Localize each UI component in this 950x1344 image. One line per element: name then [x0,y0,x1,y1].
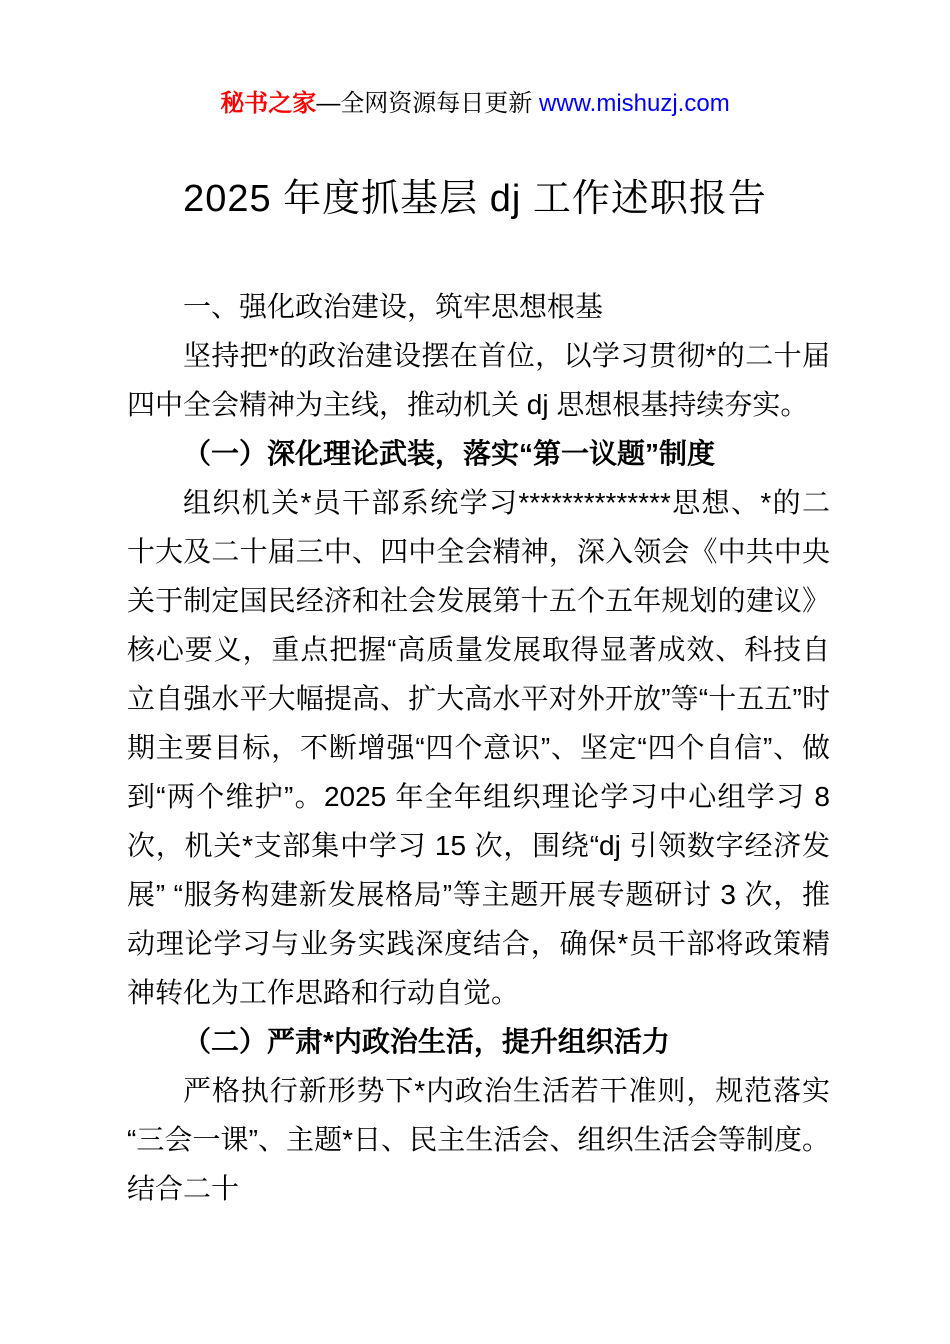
page-title: 2025 年度抓基层 dj 工作述职报告 [183,178,767,220]
section-heading: （一）深化理论武装，落实“第一议题”制度 [183,438,716,469]
section-heading: （二）严肃*内政治生活，提升组织活力 [183,1026,670,1057]
site-header [0,88,950,119]
paragraph: 坚持把*的政治建设摆在首位，以学习贯彻*的二十届四中全会精神为主线，推动机关 dj 思想根基持续夯实。 [127,340,830,420]
paragraph: 组织机关*员干部系统学习**************思想、*的二十大及二十届三中、四中全会精神，深入领会《中共中央关于制定国民经济和社会发展第十五个五年规划的建议》核心要义，重点把握“高质量发展取得显著成效、科技自立自强水平大幅提高、扩大高水平对外开放”等“十五五”时期主要目标，不断增强“四个意识”、坚定“四个自信”、做到“两个维护”。2025 年全年组织理论学习中心组学习 8 次，机关*支部集中学习 15 次，围绕“dj 引领数字经济发展” “服务构建新发展格局”等主题开展专题研讨 3 次，推动理论学习与业务实践深度结合，确保*员干部将政策精神转化为工作思路和行动自觉。 [127,487,830,1008]
site-tagline: —全网资源每日更新 [316,90,539,117]
site-name: 秘书之家 [220,90,317,117]
section-heading: 一、强化政治建设，筑牢思想根基 [183,291,604,322]
document-body [127,282,830,1213]
site-url-link[interactable]: www.mishuzj.com [538,90,730,117]
paragraph: 严格执行新形势下*内政治生活若干准则，规范落实“三会一课”、主题*日、民主生活会、组织生活会等制度。结合二十 [127,1075,830,1204]
